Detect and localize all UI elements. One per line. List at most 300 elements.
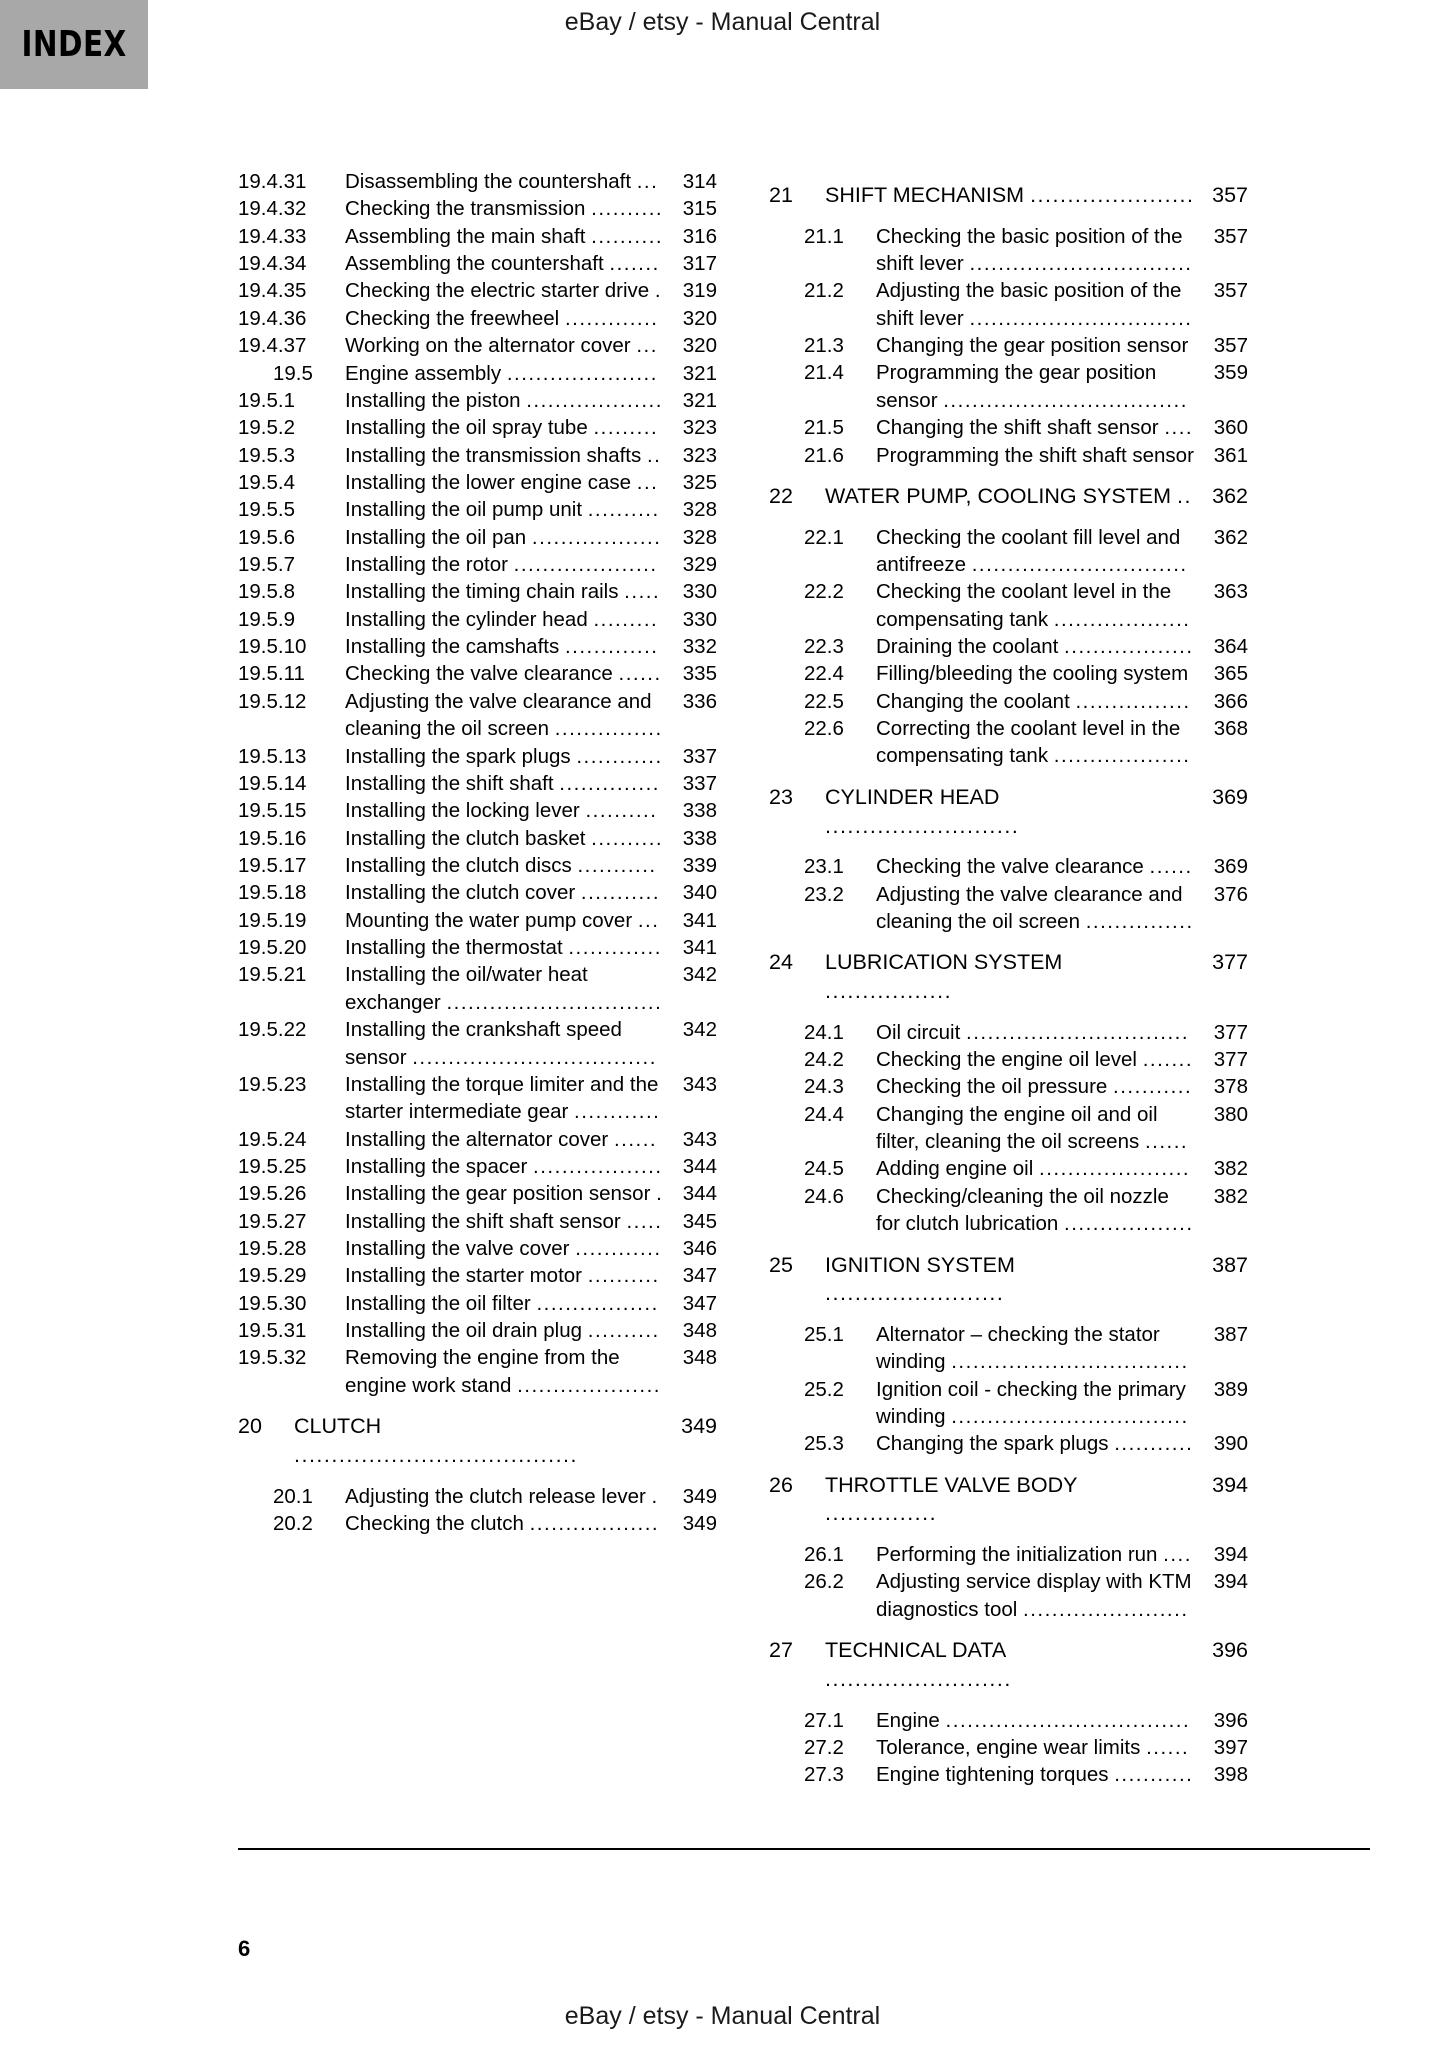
toc-entry[interactable] bbox=[238, 879, 717, 906]
toc-entry[interactable] bbox=[238, 852, 717, 879]
toc-entry-page: 349 bbox=[682, 1511, 717, 1535]
toc-entry-title: Installing the spark plugs bbox=[345, 744, 571, 768]
toc-entry-page: 328 bbox=[682, 498, 717, 522]
toc-entry-number: 26.2 bbox=[804, 1570, 844, 1594]
toc-entry[interactable] bbox=[769, 1046, 1248, 1073]
toc-entry-title: Changing the engine oil and oil filter, cleaning the oil screens bbox=[876, 1102, 1158, 1154]
toc-entry-title: Performing the initialization run bbox=[876, 1543, 1158, 1567]
toc-entry-title: Installing the gear position sensor bbox=[345, 1182, 651, 1206]
toc-entry-number: 23.1 bbox=[804, 855, 844, 879]
toc-entry[interactable] bbox=[238, 1126, 717, 1153]
toc-leader-dots: ............. bbox=[564, 635, 659, 659]
toc-entry-page: 316 bbox=[682, 224, 717, 248]
toc-entry-title: Installing the oil filter bbox=[345, 1291, 531, 1315]
toc-entry-title: TECHNICAL DATA bbox=[825, 1638, 1005, 1663]
toc-leader-dots: ................. bbox=[536, 1291, 659, 1315]
toc-entry[interactable] bbox=[769, 1019, 1248, 1046]
toc-entry-number: 25.2 bbox=[804, 1377, 844, 1401]
toc-entry-number: 19.5.29 bbox=[238, 1264, 307, 1288]
toc-leader-dots: ...... bbox=[1144, 1130, 1189, 1154]
toc-entry[interactable] bbox=[238, 660, 717, 687]
toc-entry[interactable] bbox=[238, 442, 717, 469]
toc-entry-title: Checking the freewheel bbox=[345, 306, 560, 330]
toc-entry-number: 19.5.8 bbox=[238, 580, 295, 604]
toc-leader-dots: .......... bbox=[587, 498, 660, 522]
toc-leader-dots: ............. bbox=[564, 306, 659, 330]
toc-entry-page: 325 bbox=[682, 470, 717, 494]
toc-entry[interactable] bbox=[769, 881, 1248, 936]
toc-entry-page: 317 bbox=[682, 252, 717, 276]
toc-entry[interactable] bbox=[238, 223, 717, 250]
toc-leader-dots: ....... bbox=[609, 252, 660, 276]
toc-entry-title: Installing the starter motor bbox=[345, 1264, 582, 1288]
toc-entry-page: 343 bbox=[682, 1127, 717, 1151]
toc-entry-number: 21.4 bbox=[804, 361, 844, 385]
toc-entry-page: 341 bbox=[682, 936, 717, 960]
page-footer bbox=[0, 2002, 1445, 2031]
toc-entry-title: Checking the coolant fill level and antifreeze bbox=[876, 525, 1181, 576]
toc-entry[interactable] bbox=[769, 1321, 1248, 1376]
toc-entry[interactable] bbox=[238, 1483, 717, 1510]
toc-entry[interactable] bbox=[238, 606, 717, 633]
toc-entry[interactable] bbox=[769, 359, 1248, 414]
toc-entry-title: Disassembling the countershaft bbox=[345, 170, 632, 193]
toc-leader-dots: ...................... bbox=[1030, 183, 1195, 207]
toc-entry-number: 19.5.10 bbox=[238, 635, 307, 659]
toc-entry[interactable] bbox=[238, 934, 717, 961]
toc-leader-dots: ..................... bbox=[1039, 1157, 1191, 1181]
toc-entry-title-wrap bbox=[876, 633, 1195, 660]
toc-entry-title-wrap bbox=[876, 660, 1195, 687]
toc-entry-title-wrap bbox=[876, 359, 1195, 414]
toc-entry-number: 19.5.21 bbox=[238, 963, 307, 987]
toc-entry-title-wrap bbox=[345, 277, 664, 304]
toc-leader-dots: ........... bbox=[1113, 1075, 1193, 1099]
table-of-contents bbox=[238, 168, 1248, 1789]
toc-entry-page: 330 bbox=[682, 580, 717, 604]
toc-entry-title-wrap bbox=[345, 305, 664, 332]
toc-entry-title: Alternator – checking the stator winding bbox=[876, 1322, 1160, 1374]
toc-entry[interactable] bbox=[769, 482, 1248, 511]
toc-entry[interactable] bbox=[769, 1761, 1248, 1788]
toc-entry-number: 19.5.6 bbox=[238, 525, 295, 549]
toc-leader-dots: ..................... bbox=[506, 361, 658, 385]
toc-entry-title: CYLINDER HEAD bbox=[825, 784, 1000, 809]
toc-entry[interactable] bbox=[238, 551, 717, 578]
toc-entry-title-wrap bbox=[876, 1101, 1195, 1156]
toc-leader-dots: ...... bbox=[618, 662, 662, 686]
toc-entry-title-wrap bbox=[825, 482, 1195, 511]
toc-entry-title-wrap bbox=[345, 332, 664, 359]
toc-entry-title: Checking the transmission bbox=[345, 197, 586, 221]
toc-entry-title: Checking the basic position of the shift lever bbox=[876, 224, 1183, 276]
toc-leader-dots: .................................. bbox=[943, 388, 1188, 412]
toc-entry[interactable] bbox=[769, 660, 1248, 687]
toc-entry-number: 19.4.36 bbox=[238, 306, 307, 330]
toc-leader-dots: ......... bbox=[593, 416, 659, 440]
toc-leader-dots: .................. bbox=[1064, 1212, 1194, 1236]
toc-entry-page: 380 bbox=[1213, 1102, 1248, 1126]
toc-leader-dots: .............................. bbox=[446, 990, 663, 1014]
toc-entry-title: Installing the oil spray tube bbox=[345, 416, 588, 440]
toc-entry[interactable] bbox=[238, 250, 717, 277]
toc-entry[interactable] bbox=[238, 277, 717, 304]
toc-entry-number: 19.5.9 bbox=[238, 607, 295, 631]
toc-leader-dots: .......... bbox=[585, 799, 658, 823]
toc-entry-page: 368 bbox=[1213, 717, 1248, 741]
toc-entry-number: 23.2 bbox=[804, 882, 844, 906]
toc-entry[interactable] bbox=[238, 469, 717, 496]
toc-entry-title-wrap bbox=[345, 1208, 664, 1235]
toc-leader-dots: ............ bbox=[574, 1100, 661, 1124]
toc-entry-number: 19.5.7 bbox=[238, 553, 295, 577]
toc-entry-page: 369 bbox=[1213, 855, 1248, 879]
toc-entry-title: Installing the oil drain plug bbox=[345, 1319, 583, 1343]
toc-entry[interactable] bbox=[769, 688, 1248, 715]
toc-entry-title: Installing the valve cover bbox=[345, 1237, 570, 1261]
toc-entry-title-wrap bbox=[345, 195, 664, 222]
toc-entry-number: 24.1 bbox=[804, 1020, 844, 1044]
toc-entry[interactable] bbox=[238, 1016, 717, 1071]
toc-entry-number: 19.5.24 bbox=[238, 1127, 307, 1151]
toc-entry-number: 24.4 bbox=[804, 1102, 844, 1126]
toc-entry-title: Installing the transmission shafts bbox=[345, 443, 642, 467]
toc-entry-title: Filling/bleeding the cooling system bbox=[876, 662, 1189, 686]
toc-entry[interactable] bbox=[238, 1180, 717, 1207]
toc-entry-title-wrap bbox=[345, 770, 664, 797]
toc-entry-title-wrap bbox=[345, 1016, 664, 1071]
toc-entry-page: 361 bbox=[1213, 443, 1248, 467]
toc-leader-dots: ............ bbox=[575, 1237, 662, 1261]
toc-leader-dots: ... bbox=[637, 908, 660, 932]
toc-entry[interactable] bbox=[238, 825, 717, 852]
toc-entry[interactable] bbox=[238, 1344, 717, 1399]
toc-entry[interactable] bbox=[238, 387, 717, 414]
toc-entry-number: 24.6 bbox=[804, 1184, 844, 1208]
toc-entry-title-wrap bbox=[345, 825, 664, 852]
toc-entry-title: Removing the engine from the engine work stand bbox=[345, 1346, 620, 1397]
toc-entry-title-wrap bbox=[345, 688, 664, 743]
toc-entry-title-wrap bbox=[876, 1568, 1195, 1623]
toc-entry-number: 19.4.35 bbox=[238, 279, 307, 303]
toc-leader-dots: .......... bbox=[587, 1319, 660, 1343]
toc-entry[interactable] bbox=[238, 907, 717, 934]
toc-entry-number: 19.4.37 bbox=[238, 334, 307, 358]
toc-entry-title-wrap bbox=[345, 524, 664, 551]
toc-entry-number: 27.2 bbox=[804, 1735, 844, 1759]
toc-entry-title: Changing the shift shaft sensor bbox=[876, 416, 1159, 440]
toc-entry[interactable] bbox=[238, 168, 717, 195]
toc-entry-title-wrap bbox=[876, 1321, 1195, 1376]
toc-entry-title-wrap bbox=[345, 1180, 664, 1207]
toc-entry[interactable] bbox=[769, 1376, 1248, 1431]
toc-entry-page: 387 bbox=[1212, 1252, 1248, 1277]
toc-leader-dots: . bbox=[656, 1182, 664, 1206]
toc-entry-number: 20.2 bbox=[273, 1511, 313, 1535]
toc-entry-title-wrap bbox=[345, 250, 664, 277]
toc-entry[interactable] bbox=[238, 360, 717, 387]
toc-leader-dots: . bbox=[654, 279, 663, 303]
toc-entry-number: 19.5.25 bbox=[238, 1154, 307, 1178]
toc-entry-page: 348 bbox=[682, 1319, 717, 1343]
toc-entry[interactable] bbox=[769, 1101, 1248, 1156]
toc-leader-dots: .. bbox=[646, 443, 662, 467]
toc-entry-page: 346 bbox=[682, 1237, 717, 1261]
toc-entry[interactable] bbox=[238, 524, 717, 551]
toc-leader-dots: ........... bbox=[1114, 1763, 1194, 1787]
toc-entry[interactable] bbox=[769, 1155, 1248, 1182]
toc-entry-page: 362 bbox=[1213, 525, 1248, 549]
toc-entry-title: Checking the oil pressure bbox=[876, 1075, 1108, 1099]
toc-entry-number: 26.1 bbox=[804, 1543, 844, 1567]
toc-entry-title: Installing the clutch basket bbox=[345, 826, 586, 850]
toc-entry-number: 19.5.11 bbox=[238, 662, 305, 686]
toc-entry[interactable] bbox=[769, 1568, 1248, 1623]
toc-leader-dots: ........... bbox=[580, 881, 661, 905]
toc-entry-page: 332 bbox=[682, 635, 717, 659]
toc-entry-title: Changing the gear position sensor bbox=[876, 334, 1189, 358]
toc-entry[interactable] bbox=[238, 1290, 717, 1317]
toc-leader-dots: .................. bbox=[533, 1154, 663, 1178]
toc-leader-dots: ... bbox=[636, 334, 658, 358]
toc-leader-dots: ...... bbox=[1146, 1735, 1190, 1759]
toc-entry-page: 337 bbox=[682, 771, 717, 795]
index-tab-label: INDEX bbox=[21, 24, 127, 65]
toc-entry-page: 349 bbox=[682, 1484, 717, 1508]
toc-entry[interactable] bbox=[238, 332, 717, 359]
toc-entry-title: Ignition coil - checking the primary winding bbox=[876, 1377, 1186, 1428]
toc-entry-number: 19.5.18 bbox=[238, 881, 307, 905]
toc-entry[interactable] bbox=[238, 633, 717, 660]
toc-entry[interactable] bbox=[769, 783, 1248, 840]
toc-entry[interactable] bbox=[238, 1208, 717, 1235]
toc-entry-title: Installing the clutch discs bbox=[345, 853, 572, 877]
toc-entry-title: IGNITION SYSTEM bbox=[825, 1252, 1015, 1277]
toc-entry-page: 315 bbox=[682, 197, 717, 221]
toc-entry-number: 21.1 bbox=[804, 224, 844, 248]
toc-entry-number: 19.5.2 bbox=[238, 416, 295, 440]
toc-entry-number: 21.5 bbox=[804, 416, 844, 440]
toc-entry-page: 323 bbox=[682, 443, 717, 467]
page-footer-text: eBay / etsy - Manual Central bbox=[564, 2002, 881, 2030]
toc-entry-page: 328 bbox=[682, 525, 717, 549]
toc-entry-title: Installing the lower engine case bbox=[345, 470, 632, 494]
toc-leader-dots: ................. bbox=[825, 978, 953, 1003]
toc-leader-dots: ............................... bbox=[969, 306, 1193, 330]
toc-entry-title-wrap bbox=[876, 1761, 1195, 1788]
toc-entry-title-wrap bbox=[876, 1707, 1195, 1734]
toc-entry-title-wrap bbox=[876, 332, 1195, 359]
toc-entry[interactable] bbox=[769, 1636, 1248, 1693]
toc-leader-dots: .......... bbox=[591, 224, 664, 248]
toc-entry[interactable] bbox=[238, 414, 717, 441]
toc-entry[interactable] bbox=[238, 1262, 717, 1289]
toc-entry-title: SHIFT MECHANISM bbox=[825, 183, 1025, 207]
toc-entry[interactable] bbox=[769, 277, 1248, 332]
toc-entry-number: 23 bbox=[769, 784, 793, 809]
toc-entry-number: 19.5.27 bbox=[238, 1209, 307, 1233]
toc-entry[interactable] bbox=[769, 1541, 1248, 1568]
toc-entry-number: 19.5.13 bbox=[238, 744, 307, 768]
toc-entry-number: 22.1 bbox=[804, 525, 844, 549]
toc-entry-title: Installing the crankshaft speed sensor bbox=[345, 1018, 622, 1069]
toc-entry-number: 22 bbox=[769, 483, 793, 508]
toc-entry-title: Oil circuit bbox=[876, 1020, 961, 1044]
toc-entry-number: 25 bbox=[769, 1252, 793, 1277]
toc-entry[interactable] bbox=[769, 633, 1248, 660]
toc-entry[interactable] bbox=[238, 1510, 717, 1537]
toc-entry[interactable] bbox=[238, 961, 717, 1016]
toc-entry-page: 397 bbox=[1213, 1735, 1248, 1759]
toc-leader-dots: ....................... bbox=[1023, 1597, 1189, 1621]
toc-entry-title-wrap bbox=[876, 1541, 1195, 1568]
toc-entry-page: 389 bbox=[1213, 1377, 1248, 1401]
toc-entry-title-wrap bbox=[876, 1430, 1195, 1457]
toc-entry-number: 25.3 bbox=[804, 1432, 844, 1456]
toc-entry-title-wrap bbox=[876, 881, 1195, 936]
toc-entry-number: 19.5.5 bbox=[238, 498, 295, 522]
toc-entry[interactable] bbox=[769, 1251, 1248, 1308]
toc-entry[interactable] bbox=[238, 770, 717, 797]
toc-entry-page: 394 bbox=[1213, 1543, 1248, 1567]
toc-entry-title-wrap bbox=[345, 551, 664, 578]
toc-entry-title-wrap bbox=[876, 1155, 1195, 1182]
toc-entry-number: 21.2 bbox=[804, 279, 844, 303]
toc-leader-dots: ..... bbox=[626, 1209, 663, 1233]
toc-entry[interactable] bbox=[769, 1707, 1248, 1734]
toc-entry-page: 345 bbox=[682, 1209, 717, 1233]
toc-entry[interactable] bbox=[769, 1073, 1248, 1100]
toc-leader-dots: .................... bbox=[513, 553, 658, 577]
toc-entry-number: 21.6 bbox=[804, 443, 844, 467]
toc-entry-title: Installing the oil pump unit bbox=[345, 498, 583, 522]
toc-entry-page: 377 bbox=[1213, 1048, 1248, 1072]
toc-entry-title-wrap bbox=[345, 633, 664, 660]
toc-entry-title: Checking/cleaning the oil nozzle for clutch lubrication bbox=[876, 1184, 1169, 1236]
toc-entry-page: 390 bbox=[1213, 1432, 1248, 1456]
toc-entry[interactable] bbox=[238, 743, 717, 770]
toc-entry-page: 377 bbox=[1212, 950, 1248, 975]
toc-entry[interactable] bbox=[769, 715, 1248, 770]
toc-entry-title: Installing the piston bbox=[345, 388, 521, 412]
toc-entry[interactable] bbox=[769, 332, 1248, 359]
toc-entry-number: 19.5.15 bbox=[238, 799, 307, 823]
toc-entry[interactable] bbox=[238, 195, 717, 222]
toc-entry-page: 357 bbox=[1213, 224, 1248, 248]
toc-entry-title-wrap bbox=[345, 1290, 664, 1317]
toc-entry[interactable] bbox=[238, 1071, 717, 1126]
toc-entry-number: 21.3 bbox=[804, 334, 844, 358]
toc-entry-title: Installing the locking lever bbox=[345, 799, 580, 823]
toc-entry[interactable] bbox=[769, 181, 1248, 210]
toc-entry-title: Correcting the coolant level in the compensating tank bbox=[876, 717, 1181, 768]
toc-entry-number: 19.5.17 bbox=[238, 853, 307, 877]
toc-entry[interactable] bbox=[769, 414, 1248, 441]
toc-entry[interactable] bbox=[238, 688, 717, 743]
toc-entry[interactable] bbox=[769, 524, 1248, 579]
toc-entry[interactable] bbox=[238, 578, 717, 605]
toc-entry[interactable] bbox=[238, 1317, 717, 1344]
toc-entry-number: 21 bbox=[769, 183, 793, 207]
toc-entry-page: 314 bbox=[682, 170, 717, 193]
toc-entry-number: 22.4 bbox=[804, 662, 844, 686]
toc-entry-number: 25.1 bbox=[804, 1322, 844, 1346]
toc-entry[interactable] bbox=[238, 1412, 717, 1469]
toc-entry-title: Checking the clutch bbox=[345, 1511, 524, 1535]
toc-entry-number: 26 bbox=[769, 1472, 793, 1497]
toc-entry[interactable] bbox=[769, 948, 1248, 1005]
toc-leader-dots: .......... bbox=[587, 1264, 660, 1288]
toc-entry-title-wrap bbox=[345, 1344, 664, 1399]
toc-entry-title-wrap bbox=[876, 524, 1195, 579]
toc-entry-page: 329 bbox=[682, 553, 717, 577]
toc-entry-number: 27 bbox=[769, 1638, 793, 1663]
toc-entry-page: 363 bbox=[1213, 580, 1248, 604]
toc-entry[interactable] bbox=[769, 853, 1248, 880]
toc-entry-title-wrap bbox=[876, 1073, 1195, 1100]
toc-entry-title-wrap bbox=[825, 1251, 1195, 1308]
toc-entry-title: Working on the alternator cover bbox=[345, 334, 631, 358]
toc-entry-title: Programming the shift shaft sensor bbox=[876, 443, 1194, 467]
toc-entry-number: 19.5.26 bbox=[238, 1182, 307, 1206]
toc-leader-dots: ........... bbox=[577, 853, 657, 877]
toc-entry[interactable] bbox=[238, 305, 717, 332]
toc-entry-title: CLUTCH bbox=[294, 1414, 382, 1439]
toc-entry[interactable] bbox=[238, 1153, 717, 1180]
toc-entry-title-wrap bbox=[345, 1262, 664, 1289]
toc-entry[interactable] bbox=[769, 578, 1248, 633]
toc-entry-page: 364 bbox=[1213, 635, 1248, 659]
toc-entry-number: 19.5.4 bbox=[238, 470, 295, 494]
toc-leader-dots: .............. bbox=[559, 771, 660, 795]
toc-entry-title: Draining the coolant bbox=[876, 635, 1059, 659]
toc-entry-title: Adding engine oil bbox=[876, 1157, 1034, 1181]
toc-entry[interactable] bbox=[769, 1734, 1248, 1761]
toc-leader-dots: .... bbox=[1164, 416, 1194, 440]
toc-leader-dots: .................. bbox=[529, 1511, 660, 1535]
toc-entry[interactable] bbox=[769, 442, 1248, 469]
toc-entry-title: Adjusting the clutch release lever bbox=[345, 1484, 646, 1508]
toc-entry-title-wrap bbox=[345, 1317, 664, 1344]
toc-entry-page: 357 bbox=[1213, 334, 1248, 358]
toc-entry[interactable] bbox=[769, 1471, 1248, 1528]
toc-entry-number: 19.5.30 bbox=[238, 1291, 307, 1315]
toc-entry-title: Adjusting the valve clearance and cleaning the oil screen bbox=[345, 689, 652, 741]
toc-entry-page: 340 bbox=[682, 881, 717, 905]
toc-entry-title: Engine assembly bbox=[345, 361, 502, 385]
toc-entry[interactable] bbox=[769, 1183, 1248, 1238]
toc-entry[interactable] bbox=[238, 496, 717, 523]
toc-leader-dots: ...... bbox=[613, 1127, 658, 1151]
toc-entry[interactable] bbox=[769, 1430, 1248, 1457]
toc-leader-dots: .......................... bbox=[825, 813, 1020, 838]
toc-entry-page: 394 bbox=[1213, 1570, 1248, 1594]
toc-entry-title: Changing the spark plugs bbox=[876, 1432, 1109, 1456]
toc-entry-page: 330 bbox=[682, 607, 717, 631]
toc-entry-title-wrap bbox=[345, 660, 664, 687]
toc-leader-dots: ......... bbox=[593, 607, 659, 631]
toc-entry-title-wrap bbox=[876, 414, 1195, 441]
toc-entry-title-wrap bbox=[825, 1471, 1195, 1528]
toc-entry[interactable] bbox=[238, 797, 717, 824]
toc-entry-title: Installing the camshafts bbox=[345, 635, 560, 659]
toc-entry-page: 342 bbox=[682, 963, 717, 987]
toc-entry[interactable] bbox=[769, 223, 1248, 278]
toc-leader-dots: ............... bbox=[554, 717, 663, 741]
toc-entry-title: Engine tightening torques bbox=[876, 1763, 1109, 1787]
toc-entry[interactable] bbox=[238, 1235, 717, 1262]
toc-leader-dots: ........................ bbox=[825, 1281, 1005, 1306]
